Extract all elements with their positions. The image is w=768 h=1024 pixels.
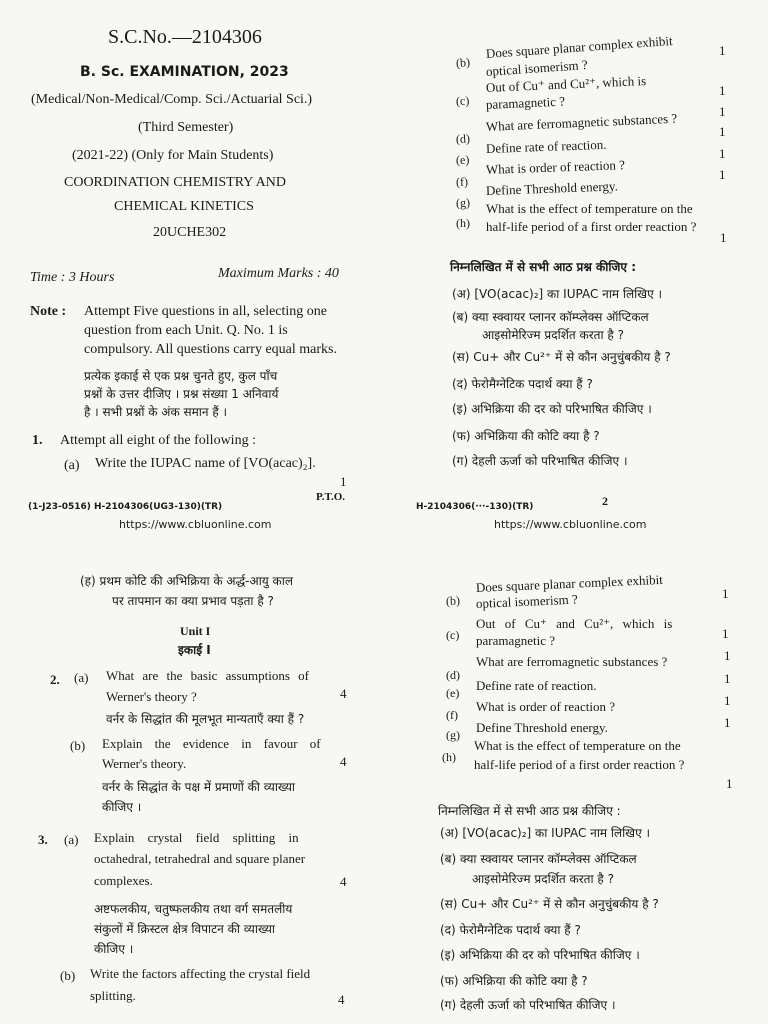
q1e-mark: 1 (719, 124, 726, 139)
pto: P.T.O. (316, 491, 346, 503)
q1f-label: (f) (455, 174, 469, 189)
q1h-label: (h) (456, 216, 470, 230)
q1f-text: What is order of reaction ? (485, 157, 626, 177)
q1f-mark: 1 (719, 146, 726, 161)
hindi-q-g: (ग) देहली ऊर्जा को परिभाषित कीजिए । (452, 454, 628, 468)
q3a-hindi-2: संकुलों में क्रिस्टल क्षेत्र विपाटन की व्याख्या (94, 922, 276, 936)
q1b-line-1: Does square planar complex exhibit (475, 571, 664, 595)
q1c-line-1: Out of Cu⁺ and Cu²⁺, which is (476, 616, 673, 631)
q3a-line-1: Explain crystal field splitting in (94, 830, 299, 845)
hindi-q-d: (द) फेरोमैग्नेटिक पदार्थ क्या हैं ? (440, 923, 581, 937)
hindi-q-b-1: (ब) क्या स्क्वायर प्लानर कॉम्प्लेक्स ऑप्टिकल (440, 852, 637, 866)
hindi-q-b-2: आइसोमेरिज्म प्रदर्शित करता है ? (482, 328, 624, 342)
q1-instruction: Attempt all eight of the following : (60, 433, 256, 448)
hindi-q-a: (अ) [VO(acac)₂] का IUPAC नाम लिखिए । (452, 287, 663, 301)
q1g-label: (g) (455, 195, 471, 210)
time-allowed: Time : 3 Hours (30, 270, 115, 285)
exam-title: B. Sc. EXAMINATION, 2023 (80, 64, 289, 80)
q1g-mark: 1 (724, 715, 731, 730)
note-line-2: question from each Unit. Q. No. 1 is (84, 323, 288, 338)
q2b-hindi-1: वर्नर के सिद्धांत के पक्ष में प्रमाणों की व्याख्या (102, 780, 296, 794)
q2b-line-2: Werner's theory. (102, 756, 187, 771)
hindi-intro: निम्नलिखित में से सभी आठ प्रश्न कीजिए : (438, 804, 621, 818)
q1h-mark: 1 (720, 230, 727, 245)
q3-number: 3. (38, 832, 48, 847)
q1a-text: Write the IUPAC name of [VO(acac)₂]. (95, 456, 316, 471)
page-1 (0, 0, 384, 540)
note-hindi-1: प्रत्येक इकाई से एक प्रश्न चुनते हुए, कुल पाँच (84, 369, 278, 383)
q1d-text: What are ferromagnetic substances ? (485, 110, 678, 134)
q1b-line-1: Does square planar complex exhibit (485, 32, 674, 61)
hindi-q-f: (फ) अभिक्रिया की कोटि क्या है ? (452, 429, 600, 443)
q2a-label: (a) (74, 670, 89, 685)
q2a-hindi: वर्नर के सिद्धांत की मूलभूत मान्यताएँ क्या हैं ? (106, 712, 305, 726)
q2b-mark: 4 (340, 754, 347, 769)
hindi-q-g: (ग) देहली ऊर्जा को परिभाषित कीजिए । (440, 998, 616, 1012)
paper-code: 20UCHE302 (153, 225, 227, 240)
q1b-mark: 1 (722, 586, 729, 601)
subject-line-1: COORDINATION CHEMISTRY AND (64, 175, 286, 190)
hindi-q-h-2: पर तापमान का क्या प्रभाव पड़ता है ? (112, 594, 274, 608)
q2b-hindi-2: कीजिए । (102, 800, 142, 814)
q2a-mark: 4 (340, 686, 347, 701)
hindi-q-b-2: आइसोमेरिज्म प्रदर्शित करता है ? (472, 872, 614, 886)
hindi-q-d: (द) फेरोमैग्नेटिक पदार्थ क्या हैं ? (452, 377, 593, 391)
q3b-mark: 4 (338, 992, 345, 1007)
note-line-1: Attempt Five questions in all, selecting one (84, 304, 328, 319)
q1e-text: Define rate of reaction. (485, 136, 607, 156)
q1c-label: (c) (446, 628, 460, 642)
hindi-q-f: (फ) अभिक्रिया की कोटि क्या है ? (440, 974, 588, 988)
q1e-label: (e) (446, 686, 460, 700)
q1d-text: What are ferromagnetic substances ? (476, 654, 668, 669)
hindi-q-c: (स) Cu+ और Cu²⁺ में से कौन अनुचुंबकीय है ? (440, 897, 659, 911)
hindi-q-h-1: (ह) प्रथम कोटि की अभिक्रिया के अर्द्ध-आयु काल (80, 574, 294, 588)
page-number: 2 (602, 494, 608, 508)
q3a-hindi-3: कीजिए । (94, 942, 134, 956)
subject-line-2: CHEMICAL KINETICS (114, 199, 254, 214)
page-4 (384, 540, 768, 1024)
q2b-line-1: Explain the evidence in favour of (102, 736, 321, 751)
q1f-text: What is order of reaction ? (476, 699, 615, 714)
page-3 (0, 540, 384, 1024)
q1b-mark: 1 (719, 43, 726, 58)
q1h-label: (h) (442, 750, 456, 764)
hindi-q-a: (अ) [VO(acac)₂] का IUPAC नाम लिखिए । (440, 826, 651, 840)
sc-number: S.C.No.—2104306 (108, 26, 262, 48)
semester: (Third Semester) (138, 120, 234, 135)
note-label: Note : (30, 304, 67, 319)
q3a-line-2: octahedral, tetrahedral and square planer (94, 851, 306, 866)
hindi-q-e: (इ) अभिक्रिया की दर को परिभाषित कीजिए । (452, 402, 652, 416)
q2b-label: (b) (70, 738, 86, 753)
q1g-mark: 1 (719, 167, 726, 182)
footer-code: (1-J23-0516) H-2104306(UG3-130)(TR) (28, 502, 223, 512)
q1c-label: (c) (455, 93, 470, 108)
q1c-mark: 1 (719, 83, 726, 98)
q3a-line-3: complexes. (94, 873, 153, 888)
footer-url: https://www.cbluonline.com (494, 518, 647, 531)
unit-heading-hindi: इकाई I (178, 643, 211, 657)
q3a-mark: 4 (340, 874, 347, 889)
streams: (Medical/Non-Medical/Comp. Sci./Actuarial Sci.) (31, 92, 313, 107)
q3b-label: (b) (60, 968, 76, 983)
unit-heading: Unit I (180, 624, 211, 638)
session: (2021-22) (Only for Main Students) (72, 148, 274, 163)
hindi-q-c: (स) Cu+ और Cu²⁺ में से कौन अनुचुंबकीय है ? (452, 350, 671, 364)
q1c-line-1: Out of Cu⁺ and Cu²⁺, which is (485, 73, 647, 95)
q1d-label: (d) (455, 131, 471, 146)
q1h-line-2: half-life period of a first order reaction ? (486, 219, 697, 234)
q1h-mark: 1 (726, 776, 733, 791)
footer-code: H-2104306(···-130)(TR) (416, 502, 534, 512)
q1f-label: (f) (446, 708, 458, 722)
q1h-line-1: What is the effect of temperature on the (474, 738, 681, 753)
page-2 (384, 0, 768, 540)
note-hindi-2: प्रश्नों के उत्तर दीजिए । प्रश्न संख्या 1 अनिवार्य (84, 387, 279, 401)
q1d-label: (d) (446, 668, 460, 682)
q1h-line-1: What is the effect of temperature on the (486, 201, 693, 216)
q1d-mark: 1 (724, 648, 731, 663)
q1g-text: Define Threshold energy. (485, 178, 619, 198)
note-line-3: compulsory. All questions carry equal marks. (84, 342, 337, 357)
q3a-label: (a) (64, 832, 79, 847)
q2a-line-1: What are the basic assumptions of (106, 668, 309, 683)
q1g-label: (g) (446, 728, 460, 742)
q1g-text: Define Threshold energy. (476, 720, 608, 735)
footer-url: https://www.cbluonline.com (119, 518, 272, 531)
q1e-text: Define rate of reaction. (476, 678, 597, 693)
q1c-line-2: paramagnetic ? (476, 633, 556, 648)
q1a-label: (a) (64, 458, 80, 473)
q3a-hindi-1: अष्टफलकीय, चतुष्फलकीय तथा वर्ग समतलीय (94, 902, 293, 916)
hindi-intro: निम्नलिखित में से सभी आठ प्रश्न कीजिए : (450, 260, 636, 274)
q1b-label: (b) (445, 593, 461, 608)
q1h-line-2: half-life period of a first order reaction ? (474, 757, 685, 772)
note-hindi-3: है । सभी प्रश्नों के अंक समान हैं । (84, 405, 228, 419)
hindi-q-b-1: (ब) क्या स्क्वायर प्लानर कॉम्प्लेक्स ऑप्टिकल (452, 310, 649, 324)
q1c-mark: 1 (722, 626, 729, 641)
max-marks: Maximum Marks : 40 (218, 266, 339, 281)
q1b-label: (b) (455, 55, 471, 70)
q1d-mark: 1 (719, 104, 726, 119)
hindi-q-e: (इ) अभिक्रिया की दर को परिभाषित कीजिए । (440, 948, 640, 962)
q1c-line-2: paramagnetic ? (485, 93, 566, 112)
q3b-line-1: Write the factors affecting the crystal field (90, 966, 311, 981)
q1e-mark: 1 (724, 671, 731, 686)
q2-number: 2. (50, 672, 60, 687)
q1f-mark: 1 (724, 693, 731, 708)
q1a-mark: 1 (340, 474, 347, 489)
q1b-line-2: optical isomerism ? (485, 56, 589, 79)
q1-number: 1. (32, 433, 43, 448)
q1e-label: (e) (455, 152, 470, 167)
q2a-line-2: Werner's theory ? (106, 689, 197, 704)
q1b-line-2: optical isomerism ? (475, 591, 579, 611)
q3b-line-2: splitting. (90, 988, 136, 1003)
